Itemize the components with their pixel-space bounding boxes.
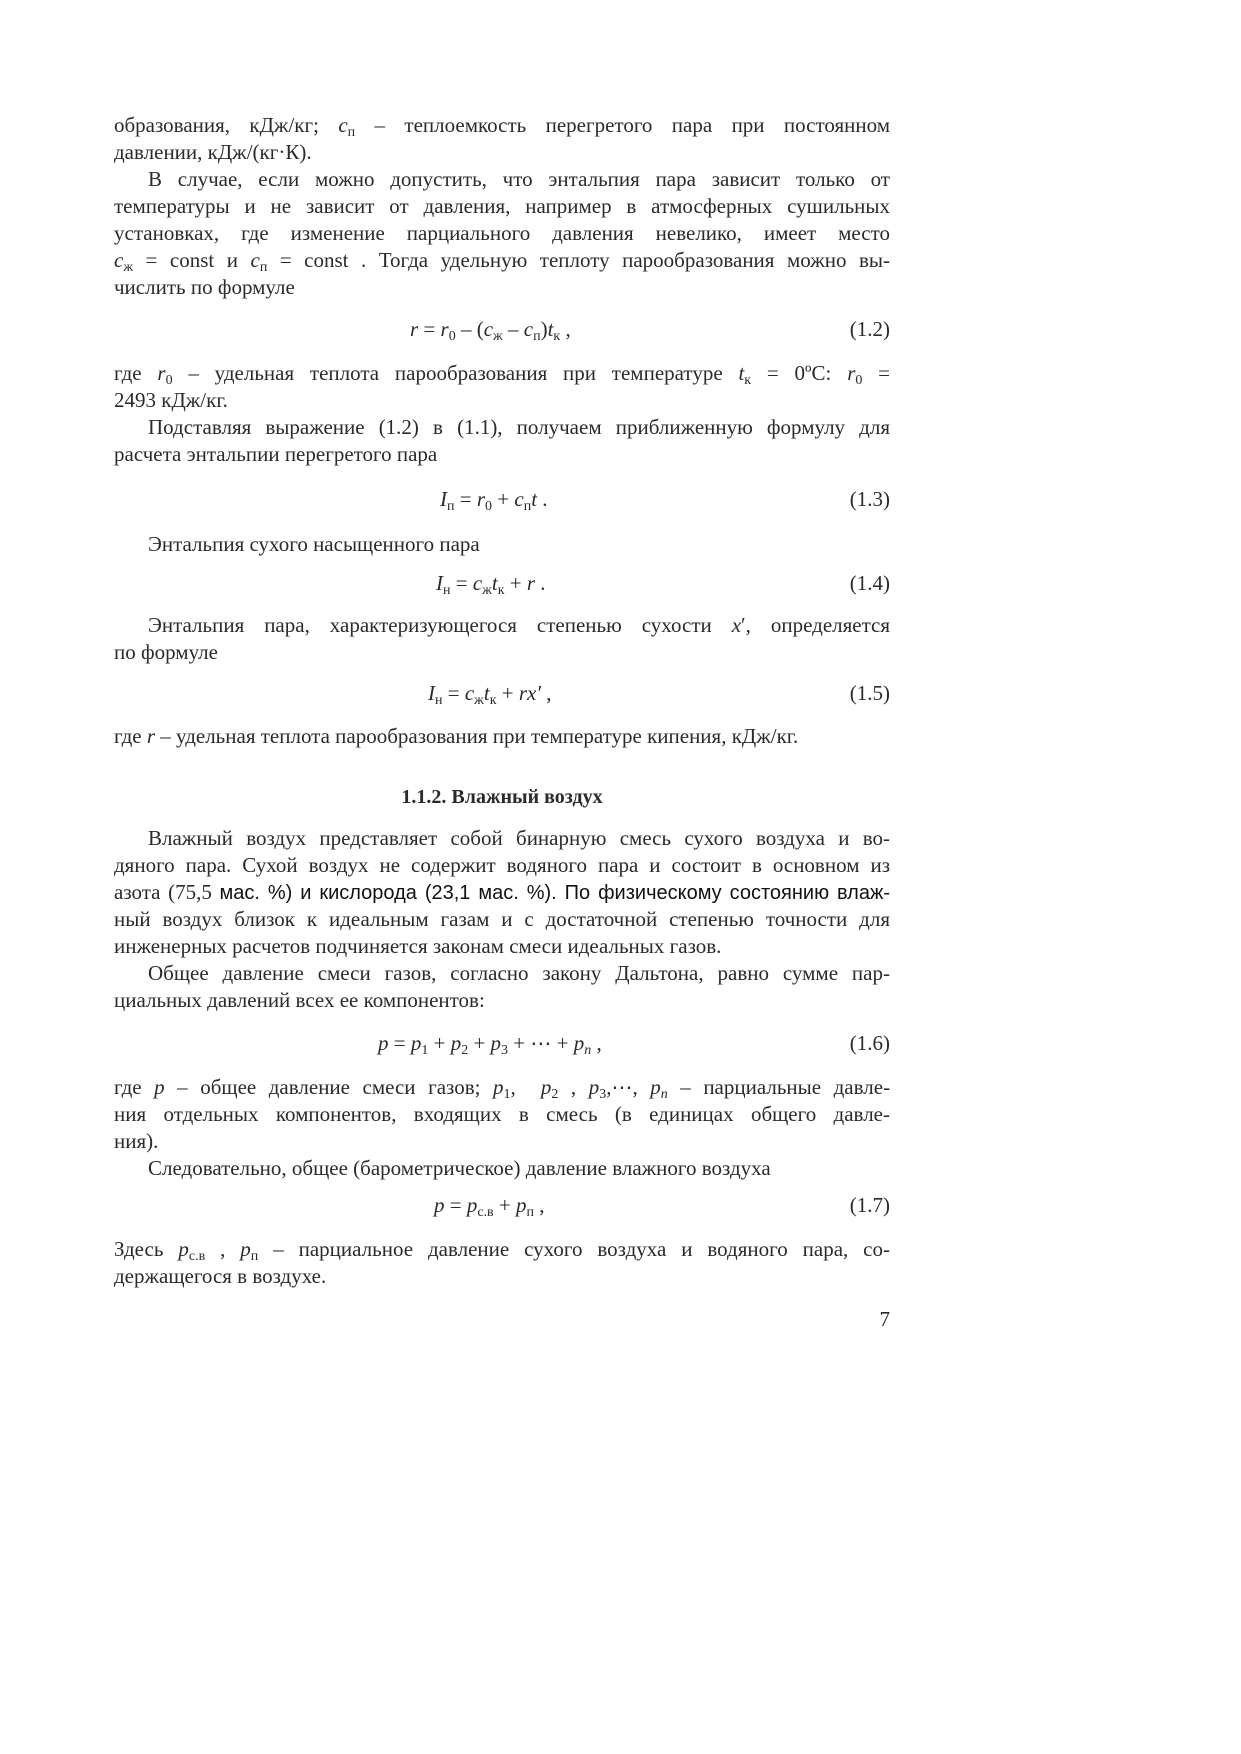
text-line: где $r_0$ – удельная теплота парообразования при температуре $t_к$ = 0ºС: $r_0$ = bbox=[114, 361, 891, 388]
text-line: ния отдельных компонентов, входящих в смесь (в единицах общего давле- bbox=[114, 1102, 890, 1126]
equation-number: (1.7) bbox=[849, 1193, 890, 1217]
equation-1-7: $p = p_{с.в} + p_п$ , bbox=[434, 1193, 545, 1220]
equation-1-3: $I_п = r_0 + c_пt$ . bbox=[440, 487, 548, 514]
page-number: 7 bbox=[879, 1307, 890, 1331]
text-line: инженерных расчетов подчиняется законам смеси идеальных газов. bbox=[114, 934, 722, 958]
text-line: Подставляя выражение (1.2) в (1.1), получаем приближенную формулу для bbox=[148, 415, 890, 439]
text-line: 2493 кДж/кг. bbox=[114, 388, 228, 412]
equation-number: (1.3) bbox=[849, 487, 890, 511]
text-line: где p – общее давление смеси газов; $p_1$, $p_2$ , $p_3,\cdots$, $p_n$ – парциальные давле- bbox=[114, 1075, 891, 1102]
equation-number: (1.5) bbox=[849, 681, 890, 705]
equation-number: (1.6) bbox=[849, 1031, 890, 1055]
text-line: дяного пара. Сухой воздух не содержит водяного пара и состоит в основном из bbox=[114, 853, 890, 877]
equation-1-5: $I_н = c_жt_к + rx'$ , bbox=[428, 681, 552, 708]
text-line: держащегося в воздухе. bbox=[114, 1264, 327, 1288]
equation-1-2: $r = r_0 - (c_ж - c_п)t_к$ , bbox=[410, 317, 571, 344]
section-heading: 1.1.2. Влажный воздух bbox=[401, 786, 603, 808]
text-line: давлении, кДж/(кг·К). bbox=[114, 140, 312, 164]
text-line: числить по формуле bbox=[114, 275, 295, 299]
text-line: Энтальпия пара, характеризующегося степенью сухости x′, определяется bbox=[148, 613, 891, 637]
text-line: образования, кДж/кг; $c_п$ – теплоемкость перегретого пара при постоянном bbox=[114, 113, 891, 140]
text-line: ный воздух близок к идеальным газам и с достаточной степенью точности для bbox=[114, 907, 890, 931]
text-line: В случае, если можно допустить, что энтальпия пара зависит только от bbox=[148, 167, 890, 191]
text-line: Следовательно, общее (барометрическое) давление влажного воздуха bbox=[148, 1156, 771, 1180]
text-line: установках, где изменение парциального давления невелико, имеет место bbox=[114, 221, 890, 245]
text-line: азота (75,5 мас. %) и кислорода (23,1 мас. %). По физическому состоянию влаж- bbox=[114, 880, 891, 904]
equation-number: (1.4) bbox=[849, 571, 890, 595]
text-line: ния). bbox=[114, 1129, 159, 1153]
text-line: $c_ж$ = const и $c_п$ = const . Тогда удельную теплоту парообразования можно вы- bbox=[114, 248, 891, 275]
text-line: расчета энтальпии перегретого пара bbox=[114, 442, 438, 466]
text-line: Энтальпия сухого насыщенного пара bbox=[148, 532, 480, 556]
equation-number: (1.2) bbox=[849, 317, 890, 341]
text-line: где r – удельная теплота парообразования при температуре кипения, кДж/кг. bbox=[114, 724, 799, 748]
text-line: по формуле bbox=[114, 640, 218, 664]
equation-1-6: $p = p_1 + p_2 + p_3$ + ⋯ + $p_n$ , bbox=[378, 1031, 602, 1058]
text-line: температуры и не зависит от давления, например в атмосферных сушильных bbox=[114, 194, 890, 218]
equation-1-4: $I_н = c_жt_к + r$ . bbox=[436, 571, 546, 598]
text-line: Общее давление смеси газов, согласно закону Дальтона, равно сумме пар- bbox=[148, 961, 890, 985]
text-line: Влажный воздух представляет собой бинарную смесь сухого воздуха и во- bbox=[148, 826, 890, 850]
text-line: циальных давлений всех ее компонентов: bbox=[114, 988, 485, 1012]
text-line: Здесь $p_{с.в}$ , $p_п$ – парциальное давление сухого воздуха и водяного пара, со- bbox=[114, 1237, 890, 1264]
